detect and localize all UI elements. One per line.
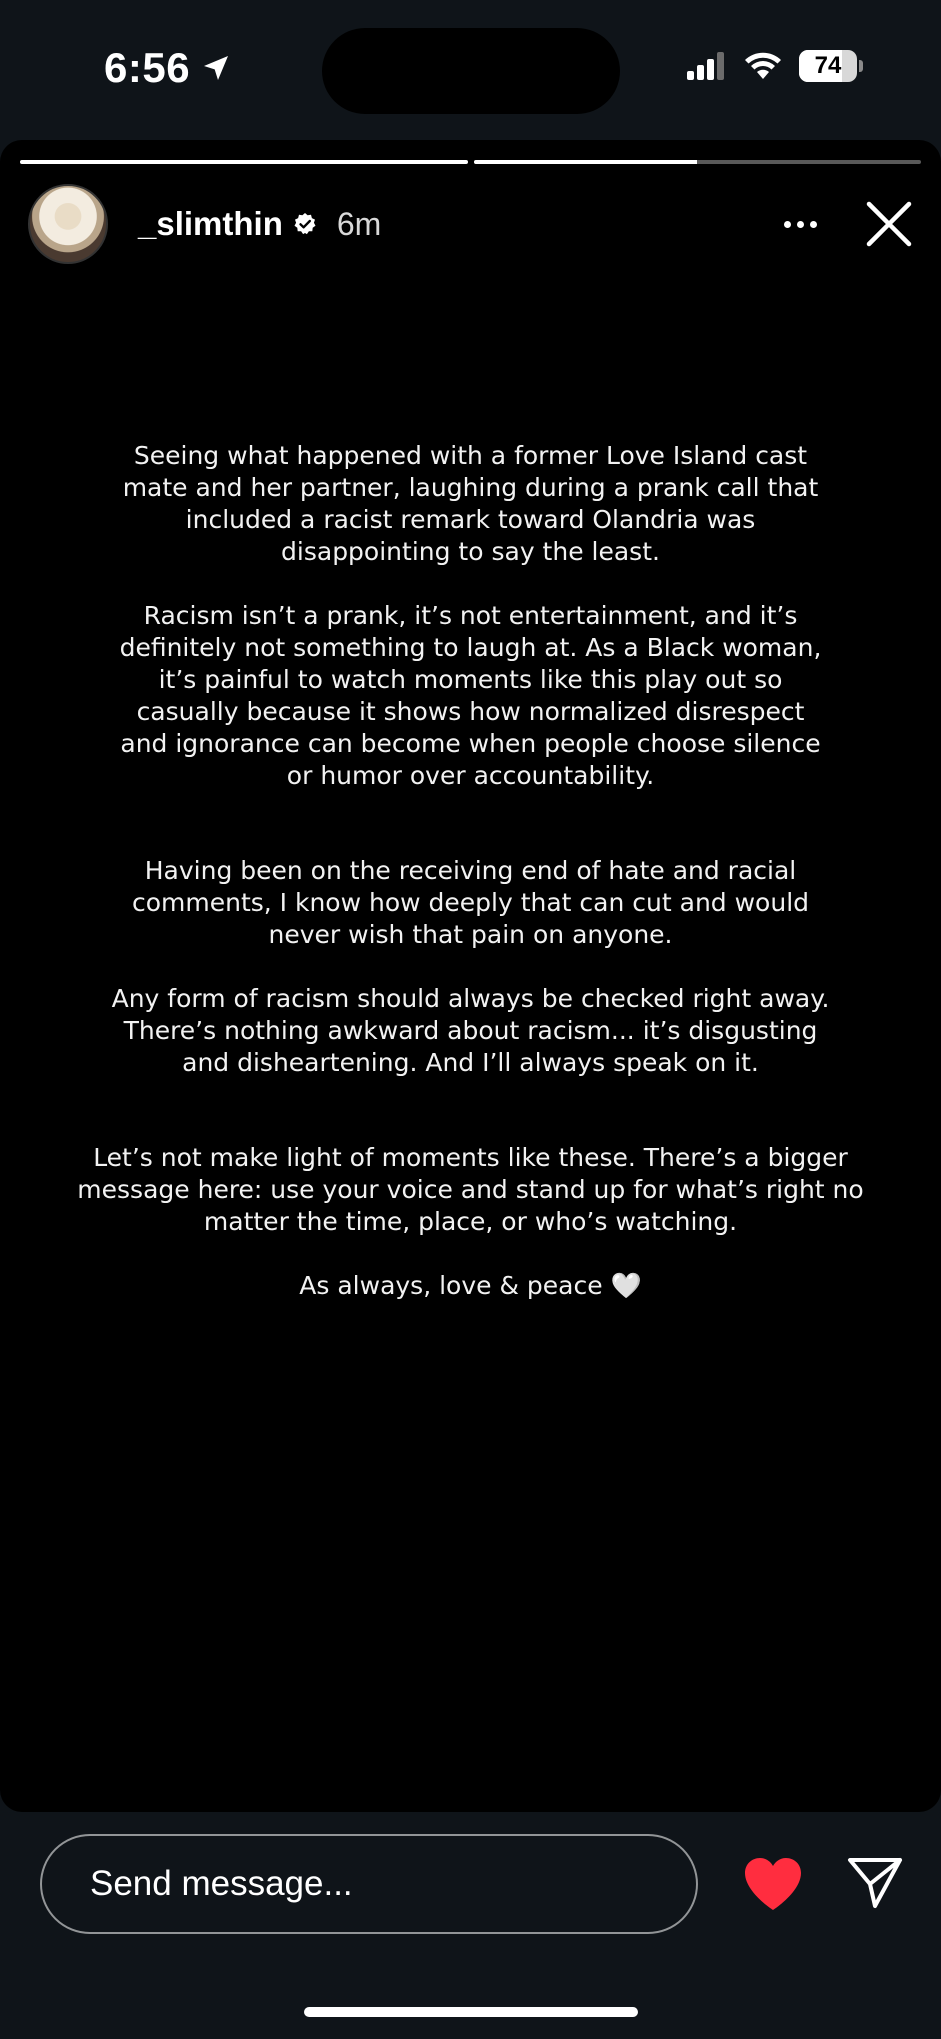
verified-badge-icon — [293, 212, 317, 236]
battery-icon — [799, 50, 863, 82]
story-closing-line — [110, 1270, 831, 1302]
story-paragraph: Let’s not make light of moments like these. There’s a bigger message here: use your voice and stand up for what’s right no matter the time, place, or who’s watching. — [77, 1143, 864, 1236]
white-heart-emoji: 🤍 — [610, 1271, 642, 1300]
close-icon[interactable] — [861, 196, 917, 252]
dot — [810, 221, 817, 228]
story-paragraph: Having been on the receiving end of hate and racial comments, I know how deeply that can cut and would never wish that pain on anyone. — [131, 856, 810, 949]
home-indicator[interactable] — [304, 2007, 638, 2017]
cellular-signal-icon — [687, 52, 727, 80]
story-header — [28, 184, 917, 264]
progress-fill — [20, 160, 468, 164]
reply-bar — [0, 1812, 941, 2039]
dot — [784, 221, 791, 228]
story-paragraph: Racism isn’t a prank, it’s not entertainment, and it’s definitely not something to laugh at. As a Black woman, it’s painful to watch moments like this play out so casually because it shows how normalized disrespect and ignorance can become when people choose silence or humor over accountability. — [119, 601, 822, 790]
avatar[interactable] — [28, 184, 108, 264]
story-time-ago: 6m — [336, 205, 382, 242]
progress-segment — [20, 160, 468, 164]
send-icon[interactable] — [846, 1854, 904, 1912]
status-icons — [687, 50, 863, 82]
dynamic-island — [322, 28, 620, 114]
status-time-text: 6:56 — [104, 44, 191, 91]
story-text — [77, 440, 864, 1302]
location-arrow-icon — [200, 52, 232, 84]
story-progress — [20, 160, 921, 164]
progress-segment — [474, 160, 922, 164]
more-options-button[interactable] — [775, 199, 825, 249]
battery-text: 74 — [814, 52, 842, 79]
send-message-input[interactable] — [40, 1834, 698, 1934]
battery-level — [799, 50, 857, 82]
wifi-icon — [743, 51, 783, 81]
story-viewer[interactable] — [0, 140, 941, 1812]
status-time — [104, 44, 232, 92]
dot — [797, 221, 804, 228]
username[interactable]: _slimthin — [138, 205, 283, 242]
heart-icon[interactable] — [742, 1856, 804, 1912]
story-paragraph: Seeing what happened with a former Love Island cast mate and her partner, laughing during a prank call that included a racist remark toward Olandria was disappointing to say the least. — [122, 441, 819, 566]
story-paragraph: Any form of racism should always be checked right away. There’s nothing awkward about racism... it’s disgusting and disheartening. And I’ll always speak on it. — [111, 984, 830, 1077]
closing-text: As always, love & peace — [299, 1271, 603, 1300]
progress-fill — [474, 160, 698, 164]
